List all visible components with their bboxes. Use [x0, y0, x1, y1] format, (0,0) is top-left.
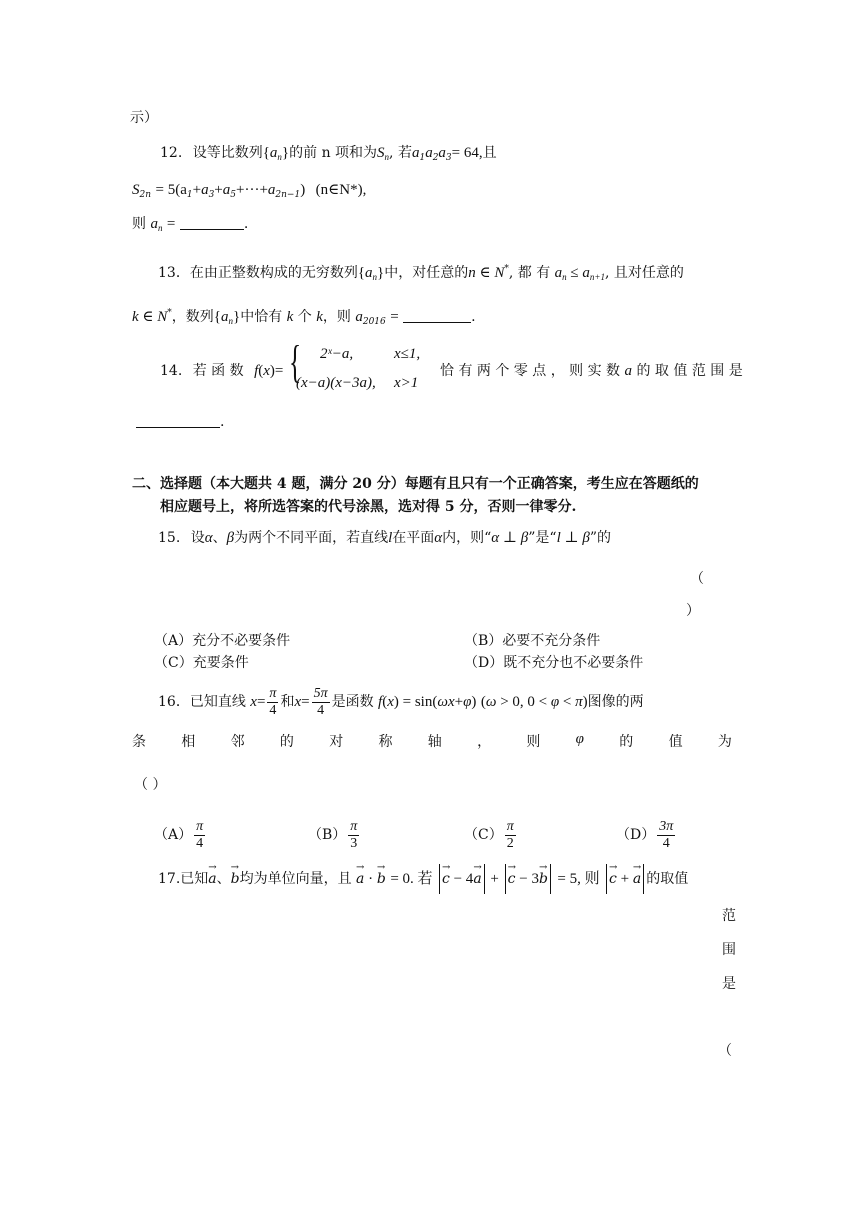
section2-title-line1: 二、选择题（本大题共 4 题，满分 20 分）每题有且只有一个正确答案，考生应在答题纸的	[132, 476, 699, 492]
q13-answer-blank[interactable]	[403, 308, 471, 323]
q12-answer-blank[interactable]	[180, 215, 244, 230]
q11-tail: 示）	[130, 110, 158, 126]
q14-case2-cond: x>1	[394, 375, 419, 391]
q14-answer-blank[interactable]	[136, 413, 220, 428]
q16-number: 16．	[158, 694, 190, 710]
q15-option-d[interactable]: （D）既不充分也不必要条件	[464, 655, 644, 671]
q16-line2: 条 相 邻 的 对 称 轴 ， 则 φ 的 值 为	[132, 731, 732, 750]
q17-vertical-3: 是	[722, 976, 736, 992]
q13-line1: 13．在由正整数构成的无穷数列$\{a_n\}$中，对任意的n ∈ N*, 都 有 $a_n \le a_{n+1}$, 且对任意的	[158, 264, 684, 282]
q16-option-b[interactable]: （B） $\frac{\pi}{3}$	[308, 818, 358, 851]
q14-text: 恰 有 两 个 零 点 ， 则 实 数 a 的 取 值 范 围 是	[440, 363, 743, 379]
q12-line3: 则 $a_n$ = .	[132, 216, 249, 233]
q14-blank-line: .	[136, 412, 224, 432]
q12-number: 12.	[160, 145, 183, 161]
q13-number: 13．	[158, 265, 190, 281]
q17-line1: 17.已知→ a、→ b均为单位向量，且 → a · → b = 0. 若 → c − 4→ a + → c − 3→ b = 5, 则 → c + → a 的取值	[158, 864, 688, 894]
q15-option-b[interactable]: （B）必要不充分条件	[464, 633, 601, 649]
q15-option-a[interactable]: （A）充分不必要条件	[154, 633, 291, 649]
q16-line1: 16．已知直线 x= $\frac{\pi}{4}$ 和x= $\frac{5\pi}{4}$ 是函数 f(x) = sin(ωx+φ) (ω > 0, 0 < φ < π)图像的两	[158, 685, 644, 718]
q14-case2: (x−a)(x−3a),	[296, 375, 376, 391]
q15-option-c[interactable]: （C）充要条件	[154, 655, 249, 671]
q14-number: 14.	[160, 363, 183, 379]
q15-number: 15.	[158, 530, 181, 546]
q14-number-line: 14. 若 函 数 f(x)=	[160, 363, 284, 379]
q13-line2: k ∈ N*，数列$\{a_n\}$中恰有 k 个 k，则 $a_{2016}$ = .	[132, 308, 476, 327]
q14-brace: {	[288, 336, 302, 387]
q17-paren: （	[718, 1043, 732, 1059]
q16-option-d[interactable]: （D） $\frac{3\pi}{4}$	[616, 818, 674, 851]
q12-line2: $S_{2n} = 5(a_1+a_3+a_5+\cdot\cdot\cdot+a_{2n-1})$ (n∈N*),	[132, 182, 367, 200]
q17-vertical-2: 围	[722, 942, 736, 958]
q14-case1: 2ˣ−a,	[320, 346, 354, 362]
q15-paren-close: ）	[686, 603, 700, 619]
q16-option-c[interactable]: （C） $\frac{\pi}{2}$	[464, 818, 514, 851]
section2-title-line2: 相应题号上，将所选答案的代号涂黑，选对得 5 分，否则一律零分.	[160, 499, 577, 515]
q15-line1: 15. 设α、β为两个不同平面，若直线l在平面α内，则“α ⊥ β”是“l ⊥ β”的	[158, 530, 612, 546]
q15-paren-open: （	[690, 571, 704, 587]
q16-option-a[interactable]: （A） $\frac{\pi}{4}$	[154, 818, 204, 851]
q16-paren: （ ）	[134, 777, 167, 793]
q17-vertical-1: 范	[722, 908, 736, 924]
q12-line1: 12. 设等比数列$\{a_n\}$的前 n 项和为$S_n$, 若$a_1a_2a_3= 64$,且	[160, 145, 497, 163]
q14-case1-cond: x≤1,	[394, 346, 421, 362]
q17-number: 17.	[158, 871, 181, 887]
